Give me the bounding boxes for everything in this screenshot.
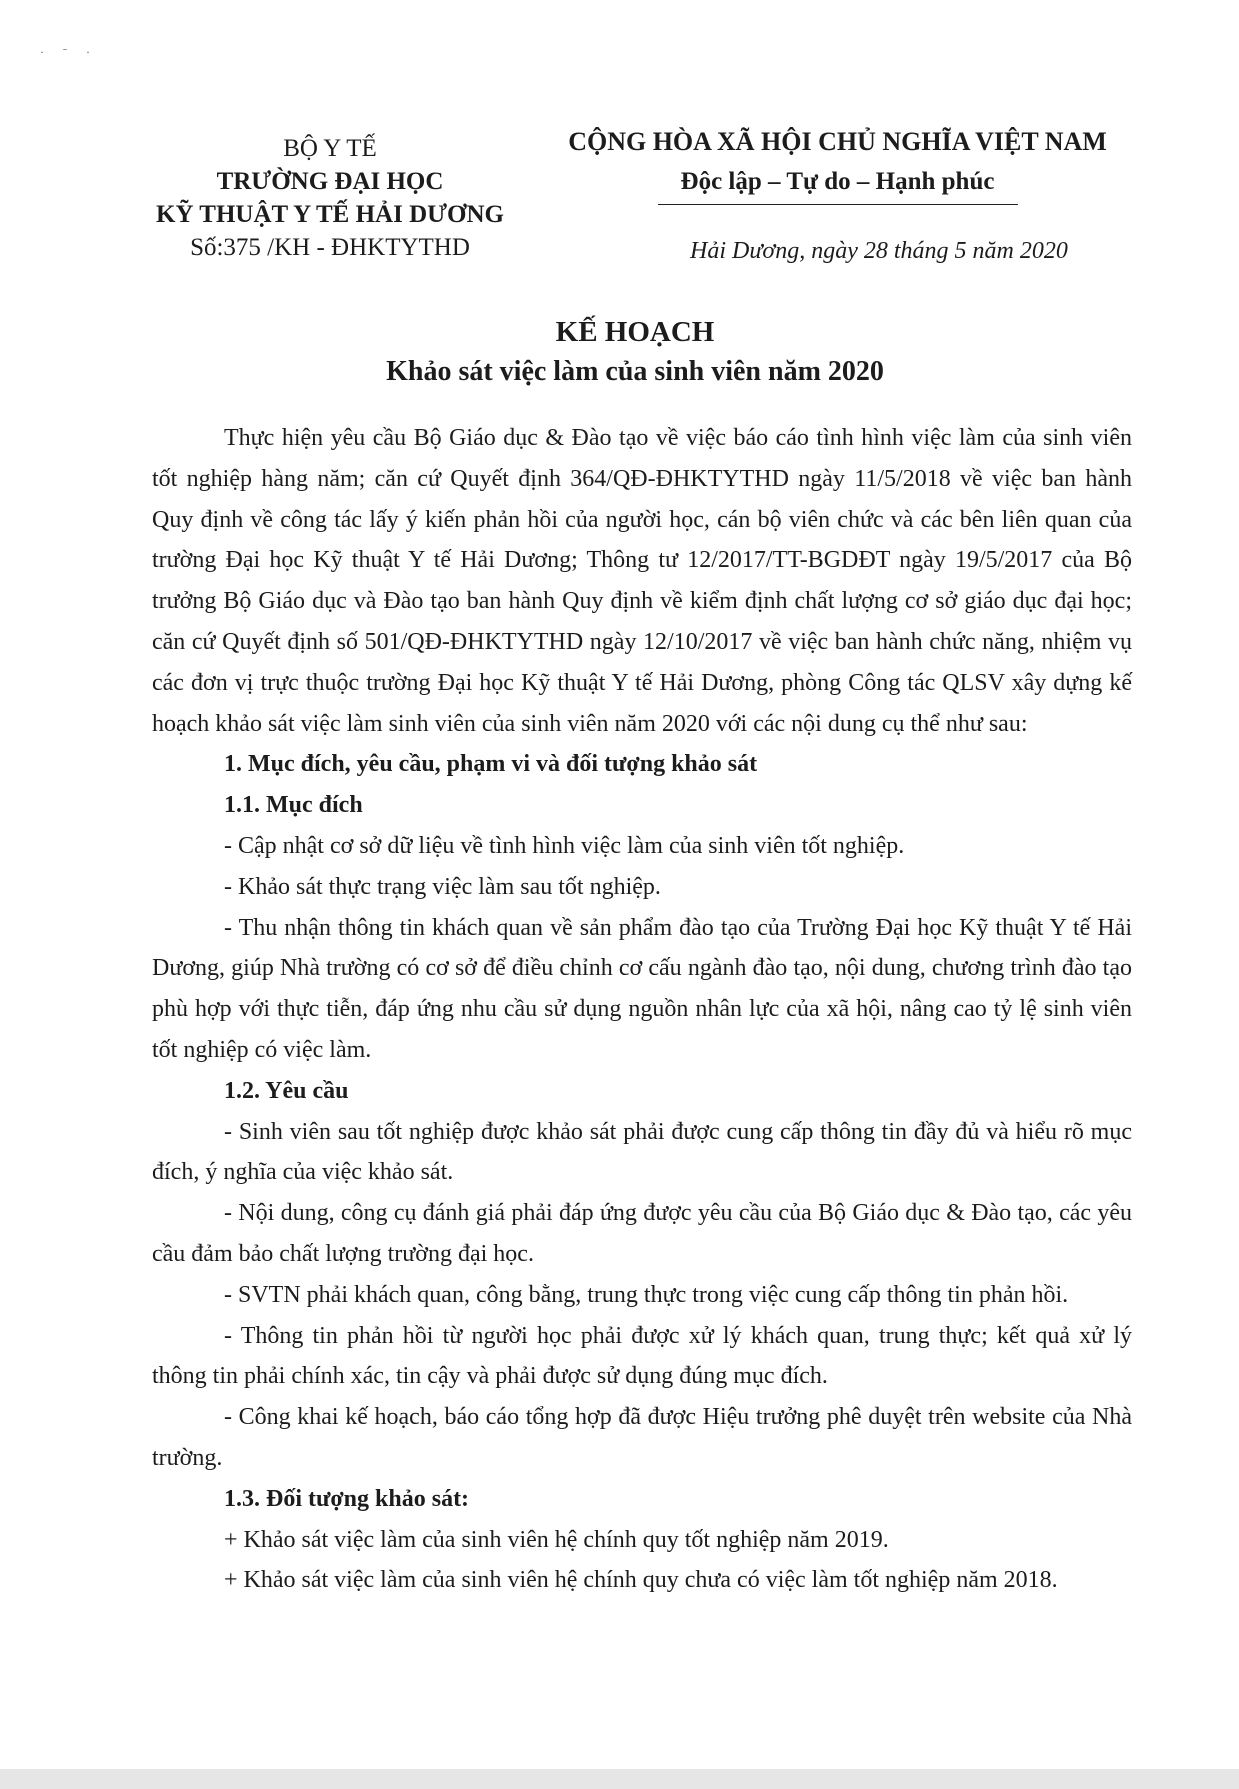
purpose-heading: 1.1. Mục đích: [224, 792, 363, 819]
national-motto: Độc lập – Tự do – Hạnh phúc: [680, 168, 995, 195]
requirement-item: - Công khai kế hoạch, báo cáo tổng hợp đã được Hiệu trưởng phê duyệt trên website của Nhà trường.: [152, 1404, 1132, 1471]
motto-underline: [658, 204, 1018, 205]
subjects-heading: 1.3. Đối tượng khảo sát:: [224, 1485, 470, 1512]
purpose-item: - Thu nhận thông tin khách quan về sản phẩm đào tạo của Trường Đại học Kỹ thuật Y tế Hải Dương, giúp Nhà trường có cơ sở để điều chỉnh cơ cấu ngành đào tạo, nội dung, chương trình đào tạo phù hợp với thực tiễn, đáp ứng nhu cầu sử dụng nguồn nhân lực của xã hội, nâng cao tỷ lệ sinh viên tốt nghiệp có việc làm.: [152, 914, 1132, 1063]
school-name-line1: TRƯỜNG ĐẠI HỌC: [216, 168, 444, 195]
nation-name: CỘNG HÒA XÃ HỘI CHỦ NGHĨA VIỆT NAM: [568, 127, 1107, 156]
title-block: [130, 312, 1140, 392]
requirement-item: - Nội dung, công cụ đánh giá phải đáp ứng được yêu cầu của Bộ Giáo dục & Đào tạo, các yêu cầu đảm bảo chất lượng trường đại học.: [152, 1200, 1132, 1267]
issue-date: Hải Dương, ngày 28 tháng 5 năm 2020: [690, 238, 1068, 264]
national-header: [545, 122, 1130, 205]
school-name-line2: KỸ THUẬT Y TẾ HẢI DƯƠNG: [156, 201, 504, 228]
scan-artifact-marks: · ˉ ·: [40, 45, 98, 59]
document-title: KẾ HOẠCH: [555, 316, 715, 348]
scan-bottom-edge: [0, 1769, 1239, 1789]
document-body: [152, 418, 1132, 1601]
purpose-item: - Cập nhật cơ sở dữ liệu về tình hình việc làm của sinh viên tốt nghiệp.: [224, 832, 905, 859]
requirements-heading: 1.2. Yêu cầu: [224, 1077, 349, 1104]
requirement-item: - Sinh viên sau tốt nghiệp được khảo sát phải được cung cấp thông tin đầy đủ và hiểu rõ mục đích, ý nghĩa của việc khảo sát.: [152, 1118, 1132, 1186]
subject-item: + Khảo sát việc làm của sinh viên hệ chính quy tốt nghiệp năm 2019.: [224, 1526, 889, 1553]
section-1-heading: 1. Mục đích, yêu cầu, phạm vi và đối tượng khảo sát: [224, 751, 758, 778]
requirement-item: - Thông tin phản hồi từ người học phải được xử lý khách quan, trung thực; kết quả xử lý thông tin phải chính xác, tin cậy và phải được sử dụng đúng mục đích.: [152, 1322, 1132, 1390]
ministry-name: BỘ Y TẾ: [283, 135, 377, 162]
purpose-item: - Khảo sát thực trạng việc làm sau tốt nghiệp.: [224, 873, 661, 900]
requirement-item: - SVTN phải khách quan, công bằng, trung thực trong việc cung cấp thông tin phản hồi.: [224, 1281, 1069, 1308]
subject-item: + Khảo sát việc làm của sinh viên hệ chính quy chưa có việc làm tốt nghiệp năm 2018.: [224, 1567, 1058, 1594]
issuer-block: [130, 132, 530, 264]
document-subtitle: Khảo sát việc làm của sinh viên năm 2020: [386, 356, 884, 387]
intro-paragraph: Thực hiện yêu cầu Bộ Giáo dục & Đào tạo về việc báo cáo tình hình việc làm của sinh viên tốt nghiệp hàng năm; căn cứ Quyết định 364/QĐ-ĐHKTYTHD ngày 11/5/2018 về việc ban hành Quy định về công tác lấy ý kiến phản hồi của người học, cán bộ viên chức và các bên liên quan của trường Đại học Kỹ thuật Y tế Hải Dương; Thông tư 12/2017/TT-BGDĐT ngày 19/5/2017 của Bộ trưởng Bộ Giáo dục và Đào tạo ban hành Quy định về kiểm định chất lượng cơ sở giáo dục đại học; căn cứ Quyết định số 501/QĐ-ĐHKTYTHD ngày 12/10/2017 về việc ban hành chức năng, nhiệm vụ các đơn vị trực thuộc trường Đại học Kỹ thuật Y tế Hải Dương, phòng Công tác QLSV xây dựng kế hoạch khảo sát việc làm sinh viên của sinh viên năm 2020 với các nội dung cụ thể như sau:: [152, 425, 1132, 737]
document-number: Số:375 /KH - ĐHKTYTHD: [190, 234, 470, 261]
